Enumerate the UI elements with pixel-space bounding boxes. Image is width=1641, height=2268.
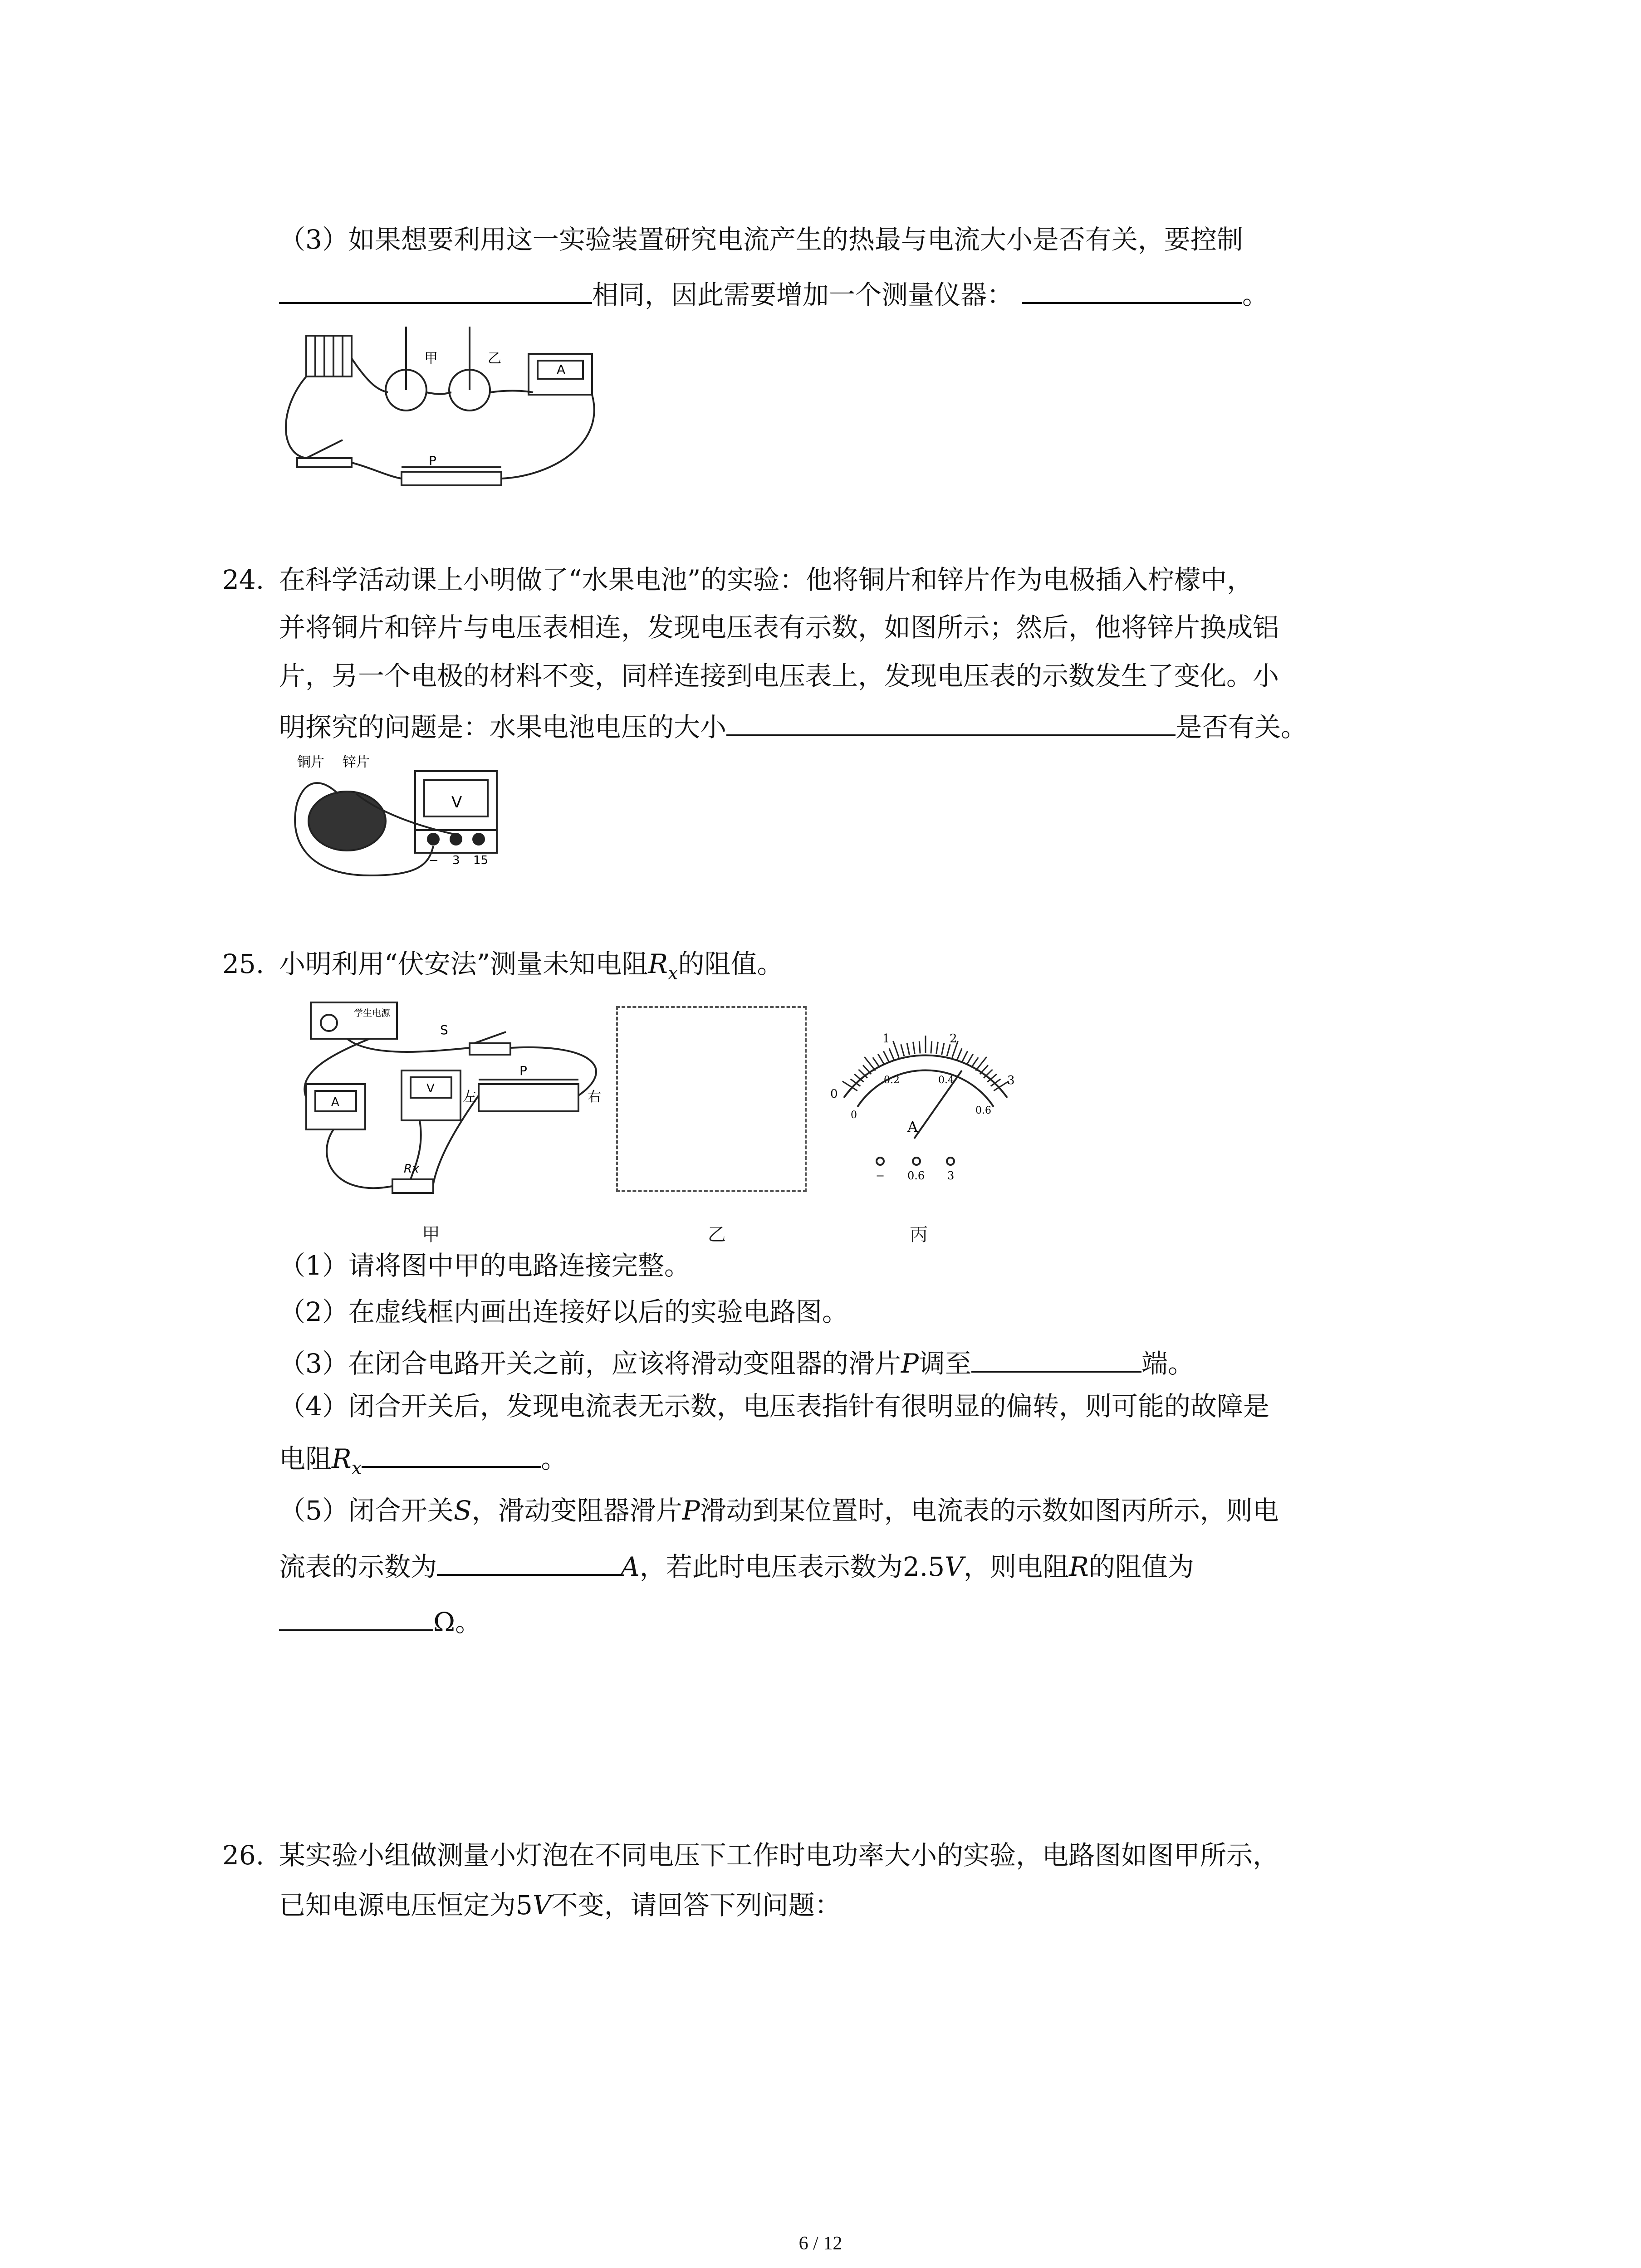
q26-line2 — [279, 1887, 841, 1923]
q25-rx-r: R — [648, 948, 668, 979]
scale-tick — [919, 1041, 920, 1053]
q26-number: 26. — [222, 1840, 265, 1871]
rheostat-icon — [402, 472, 501, 485]
q25-caption-yi: 乙 — [708, 1224, 726, 1245]
q23-fig-label-jia: 甲 — [424, 351, 438, 367]
q25-part3-text-b: 调至 — [918, 1348, 971, 1379]
q25-part5-p: P — [682, 1495, 700, 1526]
q23-fig-label-p: P — [429, 453, 436, 468]
scale-label-0-4: 0.4 — [938, 1075, 954, 1086]
q25-caption-bing: 丙 — [910, 1224, 928, 1245]
q25-part3-answer-blank[interactable] — [971, 1343, 1141, 1373]
q25-label-p: P — [519, 1063, 527, 1078]
q25-figure-yi-dashed-box[interactable] — [616, 1006, 807, 1192]
q24-text-2: 并将铜片和锌片与电压表相连，发现电压表有示数，如图所示；然后，他将锌片换成铝 — [279, 612, 1279, 643]
q26-unit-v: V — [532, 1890, 552, 1921]
q25-part5-text-a: （5）闭合开关 — [279, 1495, 454, 1526]
q25-label-psu: 学生电源 — [354, 1007, 390, 1018]
scale-tick — [980, 1065, 988, 1074]
q25-part4-rx-x: x — [351, 1458, 362, 1479]
q25-part5-answer-blank-resistance[interactable] — [279, 1601, 433, 1631]
q25-part5-line3 — [279, 1601, 481, 1640]
q24-line3 — [279, 658, 1279, 694]
terminal-3: 3 — [947, 1169, 955, 1182]
rx-resistor-icon — [392, 1179, 433, 1193]
q25-caption-jia: 甲 — [422, 1224, 440, 1245]
q23-period: 。 — [1242, 279, 1269, 310]
q24-terminal-15: 15 — [473, 854, 489, 867]
q25-part3-p: P — [901, 1348, 919, 1379]
q25-part3-text-a: （3）在闭合电路开关之前，应该将滑动变阻器的滑片 — [279, 1348, 901, 1379]
scale-label-1: 1 — [882, 1032, 890, 1046]
q25-part5-text-e: ，若此时电压表示数为2.5 — [639, 1551, 945, 1582]
switch-icon — [297, 458, 352, 467]
scale-label-inner-0: 0 — [851, 1110, 857, 1121]
scale-tick — [936, 1042, 938, 1054]
q24-line4 — [279, 706, 1307, 745]
q25-label-s: S — [440, 1022, 448, 1037]
q25-part5-text-d: 流表的示数为 — [279, 1551, 437, 1582]
q25-part5-line2 — [279, 1546, 1194, 1585]
q23-answer-blank-1[interactable] — [279, 274, 592, 304]
scale-label-0: 0 — [830, 1087, 838, 1101]
q24-label-copper: 铜片 — [297, 754, 324, 770]
q24-text-4b: 是否有关。 — [1176, 712, 1308, 743]
scale-tick — [863, 1065, 871, 1074]
q25-part5-text-g: 的阻值为 — [1088, 1551, 1194, 1582]
q24-text-3: 片，另一个电极的材料不变，同样连接到电压表上，发现电压表的示数发生了变化。小 — [279, 660, 1279, 691]
scale-tick — [942, 1043, 944, 1055]
scale-tick — [878, 1054, 884, 1065]
q23-circuit-figure — [279, 318, 606, 508]
scale-tick — [873, 1057, 880, 1067]
q25-part5-unit-a: A — [621, 1551, 640, 1582]
q23-part3-line2 — [279, 274, 1269, 313]
q23-part3-line1 — [279, 221, 1243, 258]
scale-tick — [907, 1043, 909, 1055]
terminal-0-6: 0.6 — [907, 1169, 925, 1182]
q25-figure-jia — [279, 998, 615, 1211]
q23-fig-label-yi: 乙 — [488, 351, 501, 367]
q25-label-left: 左 — [463, 1089, 476, 1105]
scale-tick — [947, 1044, 950, 1056]
scale-tick — [913, 1042, 915, 1054]
q25-part5-s: S — [453, 1495, 472, 1526]
q25-part5-unit-v: V — [945, 1551, 964, 1582]
q26-line1 — [222, 1837, 1279, 1873]
q25-part3 — [279, 1343, 1194, 1382]
q25-part4-text-b: 电阻 — [279, 1443, 332, 1474]
q25-part5-text-b: ，滑动变阻器滑片 — [471, 1495, 682, 1526]
q25-number: 25. — [222, 948, 265, 979]
q26-text-1: 某实验小组做测量小灯泡在不同电压下工作时电功率大小的实验，电路图如图甲所示， — [279, 1840, 1279, 1871]
q24-number: 24. — [222, 564, 265, 595]
scale-label-3: 3 — [1007, 1074, 1015, 1087]
q25-part3-text-c: 端。 — [1141, 1348, 1194, 1379]
scale-tick — [883, 1051, 889, 1062]
q25-part4-line2 — [279, 1438, 567, 1486]
scale-tick — [901, 1044, 904, 1056]
q26-text-2a: 已知电源电压恒定为5 — [279, 1890, 533, 1921]
q25-label-right: 右 — [588, 1089, 601, 1105]
q24-label-v: V — [451, 793, 462, 811]
scale-label-a: A — [907, 1118, 918, 1135]
q25-part4-line1 — [279, 1388, 1269, 1424]
q25-rheostat-icon — [479, 1084, 578, 1111]
q24-text-1: 在科学活动课上小明做了“水果电池”的实验：他将铜片和锌片作为电极插入柠檬中， — [279, 564, 1254, 595]
scale-tick — [962, 1051, 967, 1062]
scale-label-0-2: 0.2 — [884, 1075, 900, 1086]
scale-tick — [971, 1057, 978, 1067]
q25-switch-icon — [470, 1043, 510, 1055]
q25-part2-text: （2）在虚线框内画出连接好以后的实验电路图。 — [279, 1296, 848, 1327]
q25-part2 — [279, 1294, 848, 1330]
q25-line-intro — [222, 946, 784, 992]
q23-fig-label-a: A — [557, 362, 566, 377]
q24-terminal-3: 3 — [452, 854, 460, 867]
scale-tick — [931, 1041, 932, 1053]
q25-intro-a: 小明利用“伏安法”测量未知电阻 — [279, 948, 648, 979]
q24-terminal-neg: − — [429, 854, 439, 867]
q25-rx-x: x — [667, 963, 678, 984]
q25-part1 — [279, 1247, 691, 1284]
scale-tick — [893, 1041, 899, 1058]
q25-label-a: A — [331, 1095, 339, 1109]
q25-part4-rx-r: R — [332, 1443, 352, 1474]
q24-text-4a: 明探究的问题是：水果电池电压的大小 — [279, 712, 727, 743]
q25-intro-b: 的阻值。 — [678, 948, 784, 979]
scale-tick — [889, 1048, 894, 1060]
q23-answer-blank-2[interactable] — [1022, 274, 1242, 304]
scale-tick — [967, 1054, 973, 1065]
scale-tick — [957, 1048, 962, 1060]
q25-label-rx: Rx — [404, 1162, 419, 1176]
q24-answer-blank[interactable] — [726, 706, 1176, 736]
q25-label-v: V — [426, 1082, 435, 1095]
q25-part4-end: 。 — [541, 1443, 568, 1474]
q25-part5-answer-blank-current[interactable] — [437, 1546, 621, 1576]
scale-label-0-6: 0.6 — [975, 1105, 991, 1116]
q25-figure-bing-ammeter-scale — [817, 1016, 1034, 1184]
battery-icon — [306, 336, 352, 376]
q24-line2 — [279, 609, 1279, 645]
q25-part1-text: （1）请将图中甲的电路连接完整。 — [279, 1250, 691, 1281]
q25-part5-text-c: 滑动到某位置时，电流表的示数如图丙所示，则电 — [700, 1495, 1279, 1526]
q24-line1 — [222, 562, 1253, 598]
q25-part5-line1 — [279, 1492, 1279, 1529]
terminal-neg: − — [876, 1169, 885, 1182]
q24-fruit-battery-figure — [279, 748, 560, 894]
q26-text-2b: 不变，请回答下列问题： — [551, 1890, 841, 1921]
q25-part4-answer-blank[interactable] — [362, 1438, 541, 1468]
q25-part5-r: R — [1069, 1551, 1089, 1582]
scale-label-2: 2 — [950, 1032, 957, 1046]
q23-part3-text-a: （3）如果想要利用这一实验装置研究电流产生的热最与电流大小是否有关，要控制 — [279, 224, 1243, 255]
q25-part5-ohm: Ω。 — [433, 1607, 482, 1637]
page-number: 6 / 12 — [798, 2233, 843, 2254]
q23-part3-text-b: 相同，因此需要增加一个测量仪器： — [592, 279, 1014, 310]
q25-part4-text-a: （4）闭合开关后，发现电流表无示数，电压表指针有很明显的偏转，则可能的故障是 — [279, 1391, 1269, 1422]
q24-label-zinc: 锌片 — [343, 754, 370, 770]
lemon-icon — [309, 792, 386, 850]
q25-part5-text-f: ，则电阻 — [964, 1551, 1069, 1582]
